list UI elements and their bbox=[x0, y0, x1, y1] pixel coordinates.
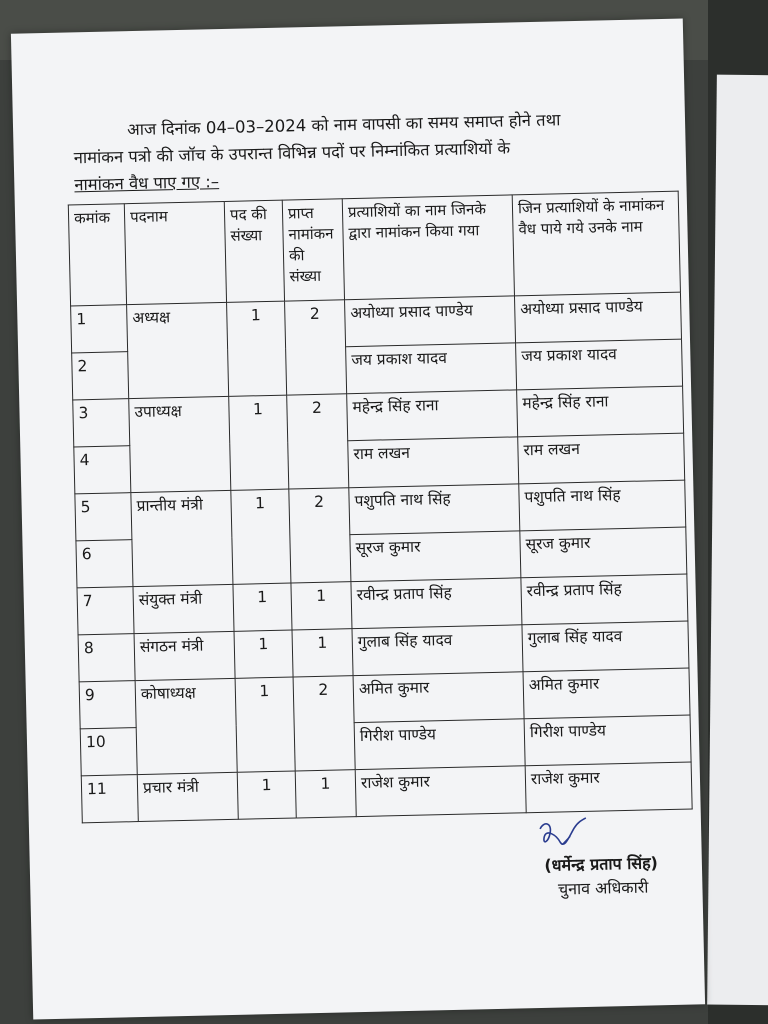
header-serial: कमांक bbox=[68, 204, 126, 306]
notice-paper bbox=[11, 19, 705, 1020]
serial-cell: 1 bbox=[71, 305, 128, 353]
received-cell: 1 bbox=[292, 629, 353, 677]
filed-cell: महेन्द्र सिंह राना bbox=[347, 390, 518, 441]
serial-cell: 10 bbox=[80, 728, 137, 776]
post-cell: प्रचार मंत्री bbox=[137, 772, 238, 821]
post-cell: कोषाध्यक्ष bbox=[135, 678, 237, 774]
valid-cell: राजेश कुमार bbox=[525, 762, 692, 813]
serial-cell: 5 bbox=[75, 493, 132, 541]
received-cell: 2 bbox=[287, 394, 349, 489]
serial-cell: 2 bbox=[72, 352, 129, 400]
filed-cell: रवीन्द्र प्रताप सिंह bbox=[351, 578, 522, 629]
valid-cell: सूरज कुमार bbox=[520, 527, 687, 578]
filed-cell: गिरीश पाण्डेय bbox=[354, 719, 525, 770]
valid-cell: महेन्द्र सिंह राना bbox=[517, 386, 684, 437]
valid-cell: पशुपति नाथ सिंह bbox=[519, 480, 686, 531]
table-header-row bbox=[68, 191, 680, 306]
intro-paragraph bbox=[73, 104, 665, 198]
valid-cell: गिरीश पाण्डेय bbox=[524, 715, 691, 766]
header-post: पदनाम bbox=[124, 201, 226, 304]
serial-cell: 8 bbox=[78, 634, 135, 682]
serial-cell: 11 bbox=[81, 775, 138, 823]
header-filed-by: प्रत्याशियों का नाम जिनके द्वारा नामांकन किया गया bbox=[342, 195, 514, 300]
post-cell: संयुक्त मंत्री bbox=[133, 584, 234, 633]
signatory-title: चुनाव अधिकारी bbox=[557, 877, 649, 899]
serial-cell: 6 bbox=[76, 540, 133, 588]
serial-cell: 7 bbox=[77, 587, 134, 635]
post-cell: संगठन मंत्री bbox=[134, 631, 235, 680]
seats-cell: 1 bbox=[235, 677, 295, 772]
received-cell: 2 bbox=[289, 488, 351, 583]
valid-cell: अयोध्या प्रसाद पाण्डेय bbox=[514, 292, 681, 343]
filed-cell: अयोध्या प्रसाद पाण्डेय bbox=[345, 296, 516, 347]
seats-cell: 1 bbox=[227, 301, 287, 396]
post-cell: अध्यक्ष bbox=[127, 302, 229, 398]
adjacent-paper bbox=[707, 75, 768, 1006]
signature-mark bbox=[534, 814, 595, 855]
valid-cell: गुलाब सिंह यादव bbox=[522, 621, 689, 672]
valid-cell: रवीन्द्र प्रताप सिंह bbox=[521, 574, 688, 625]
seats-cell: 1 bbox=[234, 630, 293, 678]
serial-cell: 3 bbox=[73, 399, 130, 447]
nomination-table bbox=[68, 191, 693, 824]
received-cell: 1 bbox=[295, 770, 356, 818]
post-cell: उपाध्यक्ष bbox=[129, 396, 231, 492]
filed-cell: जय प्रकाश यादव bbox=[346, 343, 517, 394]
valid-cell: अमित कुमार bbox=[523, 668, 690, 719]
filed-cell: पशुपति नाथ सिंह bbox=[349, 484, 520, 535]
valid-cell: राम लखन bbox=[518, 433, 685, 484]
intro-line-2: नामांकन पत्रो की जॉच के उपरान्त विभिन्न पदों पर निम्नांकित प्रत्याशियों के bbox=[73, 138, 511, 168]
received-cell: 2 bbox=[285, 300, 347, 395]
header-seats: पद की संख्या bbox=[224, 200, 284, 302]
intro-line-1: आज दिनांक 04–03–2024 को नाम वापसी का समय समाप्त होने तथा bbox=[126, 110, 561, 140]
received-cell: 1 bbox=[291, 582, 352, 630]
seats-cell: 1 bbox=[233, 583, 292, 631]
serial-cell: 9 bbox=[79, 681, 136, 729]
filed-cell: सूरज कुमार bbox=[350, 531, 521, 582]
seats-cell: 1 bbox=[229, 395, 289, 490]
filed-cell: गुलाब सिंह यादव bbox=[352, 625, 523, 676]
signatory-name: (धर्मेन्द्र प्रताप सिंह) bbox=[544, 853, 659, 875]
filed-cell: राम लखन bbox=[348, 437, 519, 488]
filed-cell: राजेश कुमार bbox=[355, 766, 526, 817]
post-cell: प्रान्तीय मंत्री bbox=[131, 490, 233, 586]
received-cell: 2 bbox=[293, 676, 355, 771]
valid-cell: जय प्रकाश यादव bbox=[516, 339, 683, 390]
seats-cell: 1 bbox=[237, 771, 296, 819]
filed-cell: अमित कुमार bbox=[353, 672, 524, 723]
header-received: प्राप्त नामांकन की संख्या bbox=[282, 199, 344, 301]
seats-cell: 1 bbox=[231, 489, 291, 584]
header-valid: जिन प्रत्याशियों के नामांकन वैध पाये गये उनके नाम bbox=[512, 191, 680, 296]
serial-cell: 4 bbox=[74, 446, 131, 494]
intro-line-3: नामांकन वैध पाए गए :– bbox=[74, 172, 220, 195]
